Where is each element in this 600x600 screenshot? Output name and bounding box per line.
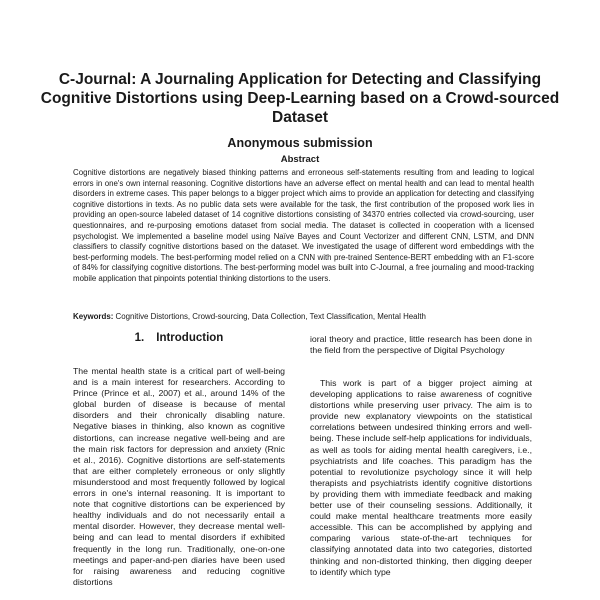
- author-line: Anonymous submission: [227, 136, 373, 150]
- abstract-heading: Abstract: [280, 154, 320, 165]
- section-heading: [73, 332, 285, 344]
- keywords-line: [73, 312, 534, 323]
- section-number: 1.: [134, 332, 145, 344]
- keywords-label: Keywords:: [73, 312, 114, 321]
- abstract-text: Cognitive distortions are negatively biased thinking patterns and erroneous self-statements resulting from and leading to logical errors in one's own internal reasoning. Cognitive distortions have an adverse effect on mental health and can lead to mental health disorders in extreme cases. This paper belongs to a bigger project which aims to provide an application for detecting and classifying cognitive distortions in texts. As no public data sets were available for the task, the first contribution of the proposed work lies in providing an open-source labeled dataset of 14 cognitive distortions consisting of 34370 entries collected via crowd-sourcing, user questionnaires, and re-purposing emotions dataset from social media. The dataset is collected in cooperation with a licensed psychologist. We implemented a baseline model using Naïve Bayes and Count Vectorizer and different CNN, LSTM, and DNN classifiers to classify cognitive distortions based on the dataset. We investigated the usage of different word embeddings with the best-performing models. The best-performing model relied on a CNN with pre-trained Sentence-BERT embedding with an F1-score of 84% for classifying cognitive distortions. The best-performing model was built into C-Journal, a free journaling and mood-tracking mobile application that pinpoints potential thinking distortions to the users.: [73, 168, 534, 283]
- section-title: Introduction: [156, 332, 224, 344]
- paper-title: C-Journal: A Journaling Application for Detecting and Classifying Cognitive Distortions using Deep-Learning based on a Crowd-sourced Dataset: [40, 71, 560, 126]
- keywords-list: Cognitive Distortions, Crowd-sourcing, Data Collection, Text Classification, Mental Health: [115, 312, 426, 321]
- intro-left-column: The mental health state is a critical part of well-being and is a main interest for researchers. According to Prince (Prince et al., 2007) et al., around 14% of the global burden of disease is because of mental disorders and their chronically disabling nature. Negative biases in thinking, also known as cognitive distortions, can increase negative well-being and are the main risk factors for depression and anxiety (Rnic et al., 2016). Cognitive distortions are self-statements that are either completely erroneous or only slightly misunderstood and most frequently followed by logical errors in one's internal reasoning. It is important to note that cognitive distortions can be experienced by healthy individuals and do not necessarily entail a mental disorder. However, they decrease mental well-being and can lead to mental disorders if exhibited frequently in the long run. Traditionally, one-on-one meetings and paper-and-pen diaries have been used for raising awareness and reducing cognitive distortions: [73, 366, 285, 587]
- intro-right-column-continuation: ioral theory and practice, little research has been done in the field from the perspective of Digital Psychology: [310, 334, 532, 356]
- intro-right-column-paragraph: This work is part of a bigger project aiming at developing applications to raise awareness of cognitive distortions while preserving user privacy. The aim is to provide new explanatory viewpoints on the statistical correlations between undesired thinking errors and well-being. These include self-help applications for individuals, as well as tools for aiding mental health caregivers, i.e., psychiatrists and life coaches. This paradigm has the potential to revolutionize psychology since it will help therapists and psychiatrists identify cognitive distortions by providing them with immediate feedback and making better use of their counseling sessions. Additionally, it could make mental healthcare treatments more easily accessible. This can be accomplished by applying and comparing various state-of-the-art techniques for classifying annotated data into two categories, distorted thinking and non-distorted thinking, then digging deeper to identify which type: [310, 378, 532, 577]
